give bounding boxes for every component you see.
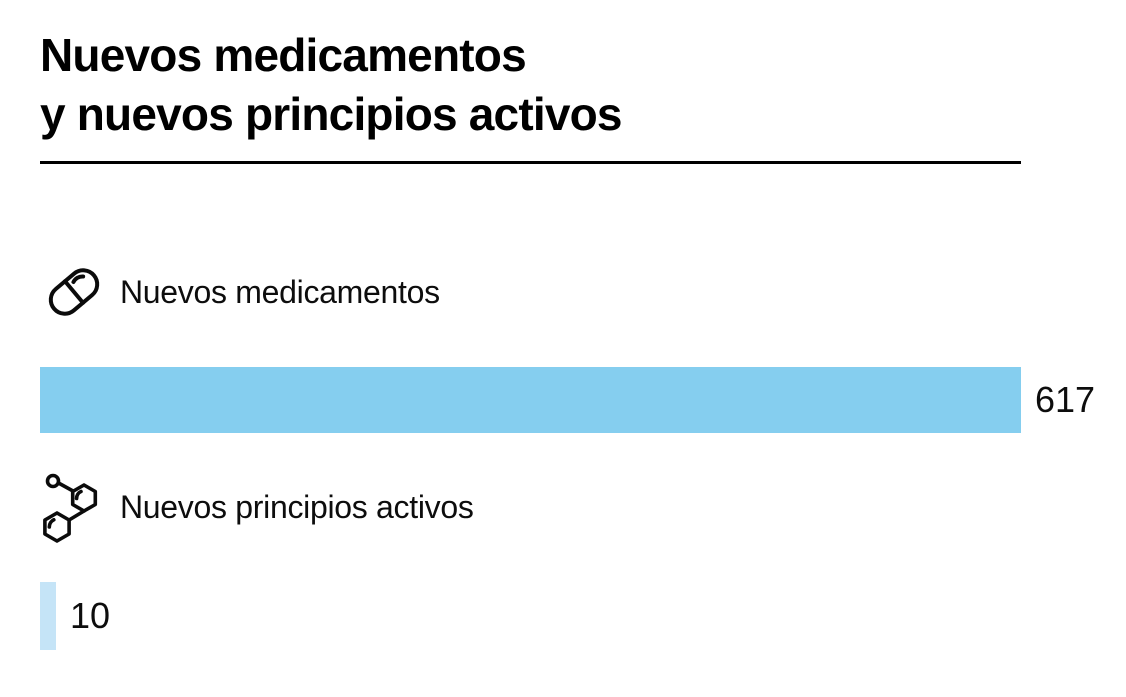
value-label-nuevos-medicamentos: 617 <box>1035 379 1096 420</box>
series-label-nuevos-medicamentos: Nuevos medicamentos <box>120 273 440 310</box>
chart-title-line1: Nuevos medicamentos <box>40 29 526 81</box>
pill-icon <box>40 258 108 326</box>
bar-row-nuevos-medicamentos <box>40 367 1095 433</box>
chart-title-line2: y nuevos principios activos <box>40 88 622 140</box>
chart-title <box>40 26 622 144</box>
title-underline <box>40 161 1021 164</box>
bar-nuevos-principios-activos <box>40 582 56 650</box>
bar-nuevos-medicamentos <box>40 367 1021 433</box>
value-label-nuevos-principios-activos: 10 <box>70 595 111 636</box>
molecule-icon <box>40 467 100 547</box>
series-label-nuevos-principios-activos: Nuevos principios activos <box>120 488 474 525</box>
series-header-nuevos-principios-activos <box>40 466 474 548</box>
pill-icon-box <box>40 258 120 326</box>
molecule-icon-box <box>40 467 120 547</box>
series-header-nuevos-medicamentos <box>40 258 440 326</box>
bar-row-nuevos-principios-activos <box>40 582 110 650</box>
